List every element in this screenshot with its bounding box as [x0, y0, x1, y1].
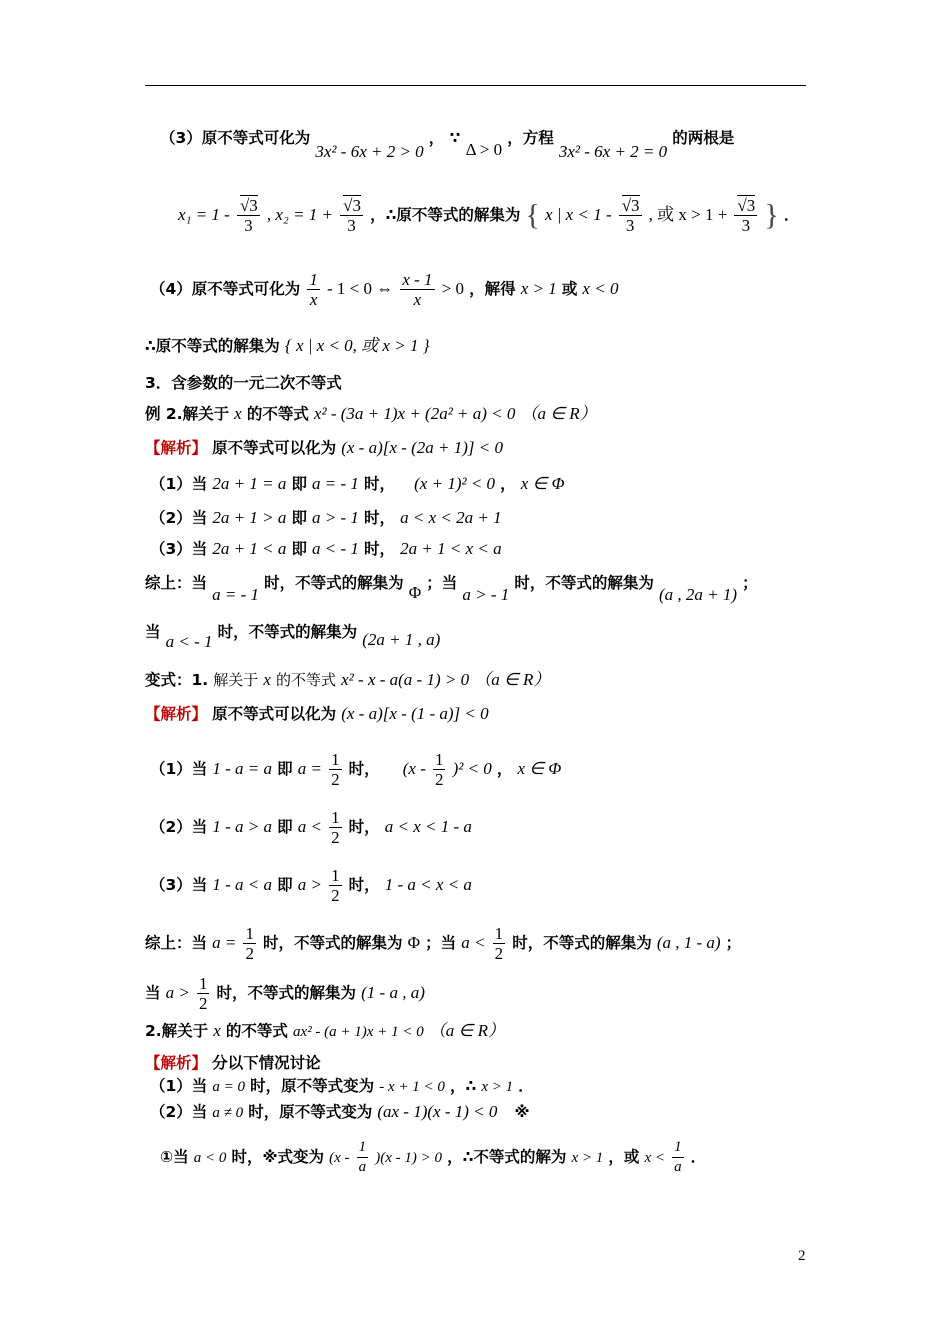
denominator: x [413, 290, 422, 309]
ex2-case2 [150, 508, 502, 528]
text: （4）原不等式可化为 [150, 280, 301, 298]
formula: 2a + 1 < a [212, 539, 287, 558]
denominator: 2 [331, 770, 340, 789]
numerator: x - 1 [402, 270, 433, 289]
formula: (a , 2a + 1) [658, 585, 737, 604]
formula: a < 0 [193, 1150, 227, 1166]
formula: )² < 0 [452, 759, 492, 778]
text: （3）原不等式可化为 [160, 129, 311, 147]
numerator: 1 [357, 1138, 369, 1158]
formula: a < x < 2a + 1 [400, 508, 502, 527]
formula: a > [297, 875, 322, 894]
text: （2）当 [150, 818, 208, 836]
text: ，∴ [449, 1077, 477, 1095]
formula: Φ [407, 933, 421, 952]
text: （3）当 [150, 876, 208, 894]
formula: (a , 1 - a) [656, 933, 721, 952]
formula: 2a + 1 > a [212, 508, 287, 527]
ex2-case3 [150, 539, 502, 559]
text: 时， [348, 818, 380, 836]
text: 的不等式 [225, 1022, 288, 1040]
formula: x > 1 [571, 1150, 604, 1166]
formula: x > 1 [481, 1079, 514, 1095]
numerator: 1 [331, 808, 340, 827]
formula: (2a + 1 , a) [362, 630, 441, 649]
denominator: x [309, 290, 318, 309]
var1-summary-2 [145, 974, 425, 1013]
ex2-case1 [150, 474, 565, 494]
formula: a > [165, 983, 190, 1002]
formula: (ax - 1)(x - 1) < 0 [377, 1102, 498, 1121]
formula: Δ > 0 [465, 140, 503, 159]
fraction-half [329, 750, 342, 789]
denominator: 2 [245, 944, 254, 963]
formula: a = 0 [212, 1079, 246, 1095]
text: 的不等式 [246, 405, 309, 423]
formula: { x | x < 0, 或 x > 1 } [284, 336, 430, 355]
text: ∴原不等式的解集为 [145, 337, 280, 355]
text: 原不等式可以化为 [212, 439, 337, 457]
formula: a > - 1 [312, 508, 359, 527]
ex2-summary [145, 573, 758, 604]
fraction-half [433, 750, 446, 789]
formula: （a ∈ R） [474, 670, 551, 689]
text: 2.解关于 [145, 1022, 209, 1040]
text: 时，原不等式变为 [250, 1077, 375, 1095]
text: 时， [348, 760, 380, 778]
formula: a < - 1 [312, 539, 359, 558]
text: ，∴不等式的解为 [447, 1148, 567, 1166]
text: 时， [348, 876, 380, 894]
fraction-half [329, 808, 342, 847]
text: 即 [277, 760, 293, 778]
analysis-tag: 【解析】 [145, 439, 208, 457]
text: 当 [145, 984, 161, 1002]
var1-summary [145, 924, 741, 963]
numerator: 1 [331, 866, 340, 885]
section-heading [145, 373, 342, 393]
denominator: 3 [347, 216, 356, 235]
text: 即 [291, 509, 307, 527]
text: 时， [364, 509, 396, 527]
formula: (x - [329, 1150, 350, 1166]
variant-2 [145, 1021, 505, 1042]
numerator: 1 [672, 1138, 684, 1158]
formula: > 0 [441, 279, 464, 298]
analysis-1 [145, 438, 503, 458]
text: ． [690, 1148, 707, 1166]
text: 时，※式变为 [231, 1148, 325, 1166]
text: （3）当 [150, 540, 208, 558]
text: ；当 [425, 934, 457, 952]
text: （1）当 [150, 1077, 208, 1095]
formula: , 或 x > 1 + [648, 205, 728, 224]
formula: a > - 1 [462, 585, 510, 604]
text: 时，不等式的解集为 [512, 934, 652, 952]
formula: )(x - 1) > 0 [375, 1150, 442, 1166]
text: ， [496, 760, 513, 778]
formula: x ∈ Φ [517, 759, 562, 778]
fraction-half [243, 924, 256, 963]
denominator: 2 [331, 886, 340, 905]
numerator: 1 [494, 924, 504, 943]
formula: a ≠ 0 [212, 1105, 244, 1121]
variant-1 [145, 670, 550, 690]
text: ；当 [426, 574, 458, 592]
numerator: 1 [434, 750, 444, 769]
text: 时，不等式的解集为 [263, 934, 403, 952]
formula: （a ∈ R） [520, 404, 597, 423]
formula: x² - (3a + 1)x + (2a² + a) < 0 [313, 404, 516, 423]
sqrt3: √3 [343, 196, 361, 215]
text: （2）当 [150, 1103, 208, 1121]
analysis-2 [145, 704, 489, 724]
var2-case1 [150, 1076, 534, 1097]
numerator: 1 [331, 750, 340, 769]
text: ． [783, 206, 800, 224]
line-case4 [150, 270, 618, 309]
formula: (x - a)[x - (2a + 1)] < 0 [341, 438, 503, 457]
text: 即 [291, 540, 307, 558]
page-number: 2 [798, 1248, 806, 1264]
analysis-3 [145, 1053, 321, 1073]
formula: a = - 1 [312, 474, 359, 493]
sqrt3: √3 [737, 196, 756, 215]
sqrt3: √3 [239, 196, 258, 215]
text: 综上：当 [145, 934, 208, 952]
formula: a = [297, 759, 322, 778]
denominator: 3 [244, 216, 253, 235]
formula: a = [212, 933, 237, 952]
var1-case2 [150, 808, 472, 847]
text: 时， [364, 540, 396, 558]
text: （2）当 [150, 509, 208, 527]
formula: - 1 < 0 ⇔ [326, 279, 394, 298]
formula: (1 - a , a) [361, 983, 425, 1002]
right-brace: } [764, 198, 779, 232]
line-case3 [160, 128, 735, 161]
formula: x ∈ Φ [520, 474, 565, 493]
denominator: a [358, 1159, 367, 1175]
text: ，∴原不等式的解集为 [370, 206, 521, 224]
formula: x | x < 1 - [544, 205, 612, 224]
denominator: 2 [434, 770, 444, 789]
text: 时， [364, 475, 396, 493]
text: 时，不等式的解集为 [264, 574, 404, 592]
text: 时，不等式的解集为 [514, 574, 654, 592]
formula: x [213, 1021, 221, 1040]
var2-case2 [150, 1102, 530, 1123]
ex2-summary-2 [145, 622, 441, 651]
heading-text: 3．含参数的一元二次不等式 [145, 374, 342, 392]
text: ①当 [160, 1148, 189, 1166]
formula: x < [644, 1150, 665, 1166]
formula: x² - x - a(a - 1) > 0 [341, 670, 470, 689]
formula: （a ∈ R） [428, 1021, 505, 1040]
fraction [672, 1138, 684, 1177]
formula: a < - 1 [165, 632, 213, 651]
formula: 1 - a = a [212, 759, 273, 778]
text: ，或 [608, 1148, 640, 1166]
text: ， ∵ [428, 129, 461, 147]
fraction-half [197, 974, 210, 1013]
denominator: 3 [741, 216, 751, 235]
formula: Φ [408, 583, 422, 602]
sqrt3: √3 [621, 196, 640, 215]
header-rule [145, 85, 806, 86]
fraction [307, 270, 320, 309]
denominator: 2 [198, 994, 208, 1013]
fraction [237, 196, 260, 235]
text: 例 2.解关于 [145, 405, 230, 423]
formula: x₁ = 1 - [178, 205, 230, 224]
text: 综上：当 [145, 574, 208, 592]
fraction [340, 196, 363, 235]
text: 或 [561, 280, 578, 298]
formula: 3x² - 6x + 2 = 0 [558, 142, 668, 161]
var2-subcase1 [160, 1138, 706, 1177]
formula: ax² - (a + 1)x + 1 < 0 [293, 1024, 424, 1040]
text: 原不等式可以化为 [212, 705, 337, 723]
formula: 2a + 1 < x < a [400, 539, 502, 558]
formula: (x - [402, 759, 426, 778]
formula: a < x < 1 - a [384, 817, 472, 836]
text: 时，不等式的解集为 [216, 984, 357, 1002]
line-solution-set [145, 336, 430, 356]
fraction [734, 196, 757, 235]
text: 即 [277, 876, 293, 894]
text: ，解得 [469, 280, 516, 298]
text: ； [742, 574, 758, 592]
denominator: 2 [494, 944, 504, 963]
text: ； [725, 934, 742, 952]
text: 的两根是 [672, 129, 735, 147]
text: ． [518, 1077, 534, 1095]
text: 分以下情况讨论 [212, 1054, 321, 1072]
formula: 3x² - 6x + 2 > 0 [315, 142, 424, 161]
analysis-tag: 【解析】 [145, 1054, 208, 1072]
formula: a = - 1 [212, 585, 259, 604]
formula: a < [297, 817, 322, 836]
formula: (x + 1)² < 0 [414, 474, 496, 493]
formula: 2a + 1 = a [212, 474, 287, 493]
text: 当 [145, 623, 161, 641]
denominator: a [674, 1159, 682, 1175]
fraction-half [493, 924, 506, 963]
left-brace: { [525, 198, 540, 232]
line-roots [178, 196, 799, 235]
text: ， [500, 475, 516, 493]
numerator: 1 [245, 924, 254, 943]
formula: 1 - a > a [212, 817, 273, 836]
formula: x < 0 [582, 279, 619, 298]
formula: a < [461, 933, 486, 952]
text: 变式：1. [145, 671, 209, 689]
fraction-half [329, 866, 342, 905]
text: 的不等式 [276, 671, 337, 689]
analysis-tag: 【解析】 [145, 705, 208, 723]
formula: x [234, 404, 242, 423]
formula: x [263, 670, 271, 689]
numerator: 1 [309, 270, 318, 289]
numerator: 1 [198, 974, 208, 993]
example-2 [145, 404, 597, 424]
formula: 1 - a < x < a [384, 875, 472, 894]
denominator: 3 [625, 216, 635, 235]
formula: x > 1 [520, 279, 557, 298]
denominator: 2 [331, 828, 340, 847]
fraction [619, 196, 642, 235]
formula: , x₂ = 1 + [266, 205, 334, 224]
text: 即 [291, 475, 307, 493]
text: 时，原不等式变为 [248, 1103, 373, 1121]
formula: - x + 1 < 0 [379, 1079, 445, 1095]
text: ※ [514, 1103, 530, 1121]
var1-case3 [150, 866, 472, 905]
var1-case1 [150, 750, 561, 789]
fraction [357, 1138, 369, 1177]
text: 即 [277, 818, 293, 836]
text: 时，不等式的解集为 [217, 623, 358, 641]
formula: (x - a)[x - (1 - a)] < 0 [341, 704, 489, 723]
text: （1）当 [150, 475, 208, 493]
formula: 1 - a < a [212, 875, 273, 894]
fraction [400, 270, 434, 309]
text: ，方程 [507, 129, 554, 147]
text: 解关于 [213, 671, 259, 689]
text: （1）当 [150, 760, 208, 778]
